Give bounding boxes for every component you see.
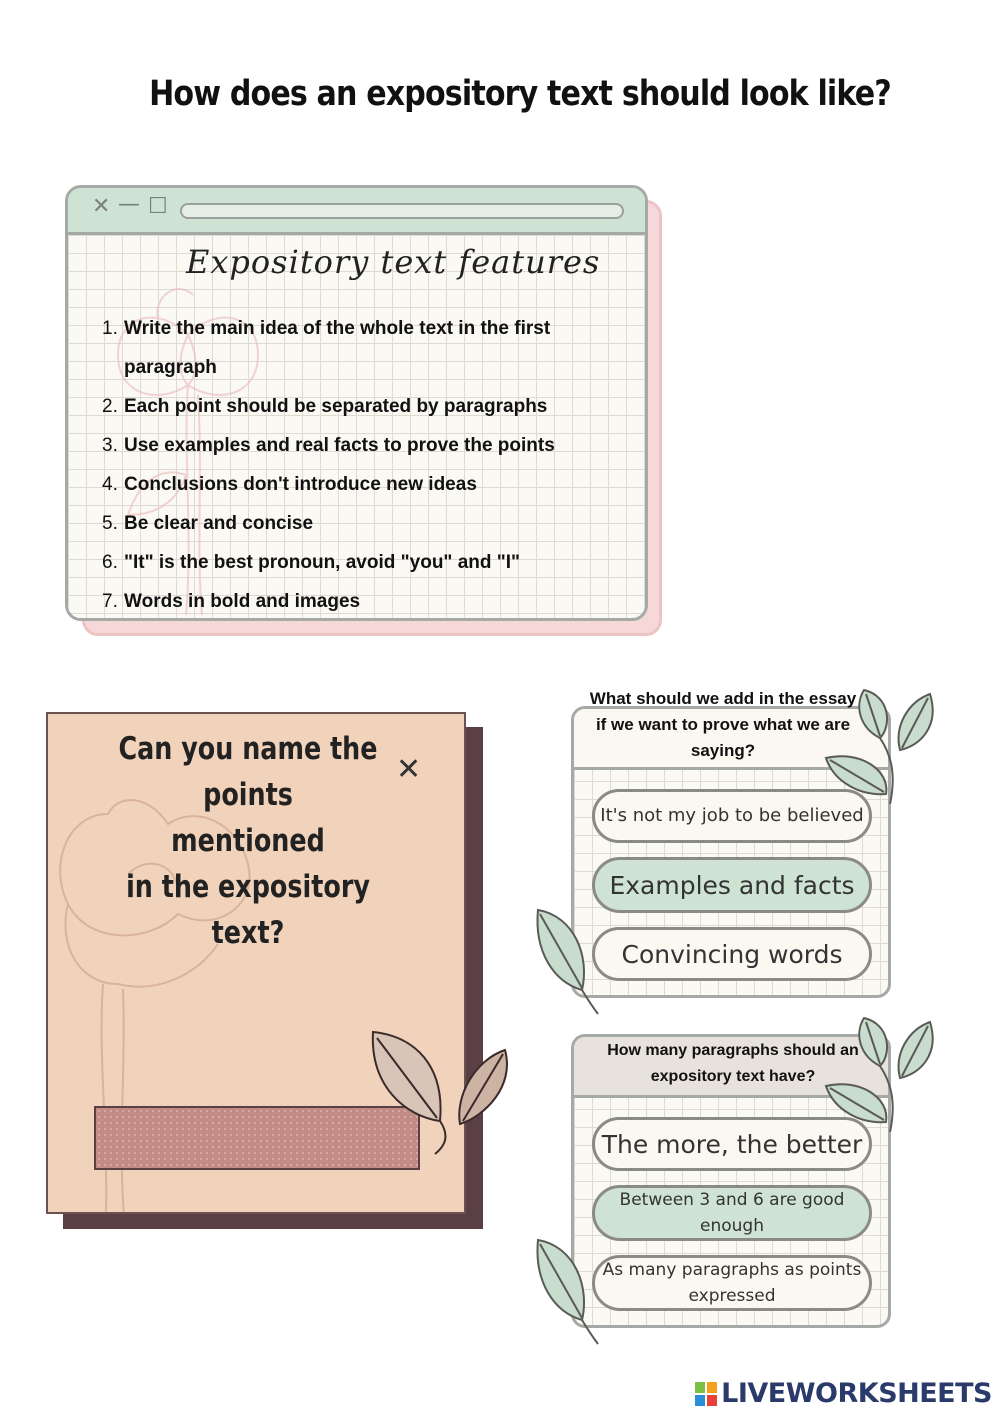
list-item: 7. Words in bold and images — [102, 591, 361, 612]
leaves-decoration — [365, 1026, 515, 1156]
features-list — [102, 309, 622, 621]
quiz2-option-1[interactable]: The more, the better — [592, 1117, 872, 1171]
minimize-icon: — — [118, 192, 140, 217]
list-item: 3. Use examples and real facts to prove the points — [102, 435, 555, 456]
leaves-decoration — [820, 686, 940, 806]
list-item: 5. Be clear and concise — [102, 513, 314, 534]
list-item: 6. "It" is the best pronoun, avoid "you" and "I" — [102, 552, 521, 573]
features-window — [65, 185, 648, 621]
list-item: 1. Write the main idea of the whole text in the first paragraph — [102, 318, 551, 378]
quiz1-option-1[interactable]: It's not my job to be believed — [592, 789, 872, 843]
close-icon: ✕ — [92, 194, 111, 219]
brand-logo — [695, 1378, 992, 1409]
page-title: How does an expository text should look like? — [149, 74, 891, 114]
features-heading: Expository text features — [186, 243, 601, 281]
quiz2-option-3[interactable]: As many paragraphs as points expressed — [592, 1255, 872, 1311]
leaves-decoration — [820, 1014, 940, 1134]
brand-name: LIVEWORKSHEETS — [721, 1378, 992, 1409]
quiz1-option-3[interactable]: Convincing words — [592, 927, 872, 981]
card-question: Can you name the points mentioned in the expository text? — [118, 731, 378, 951]
list-item: 2. Each point should be separated by paragraphs — [102, 396, 548, 417]
maximize-icon: ☐ — [148, 194, 168, 219]
window-titlebar — [68, 188, 645, 235]
quiz1-question-text: What should we add in the essay if we want to prove what we are saying? — [589, 689, 857, 760]
address-bar — [180, 203, 624, 219]
list-item: 4. Conclusions don't introduce new ideas — [102, 474, 477, 495]
quiz2-question-text: How many paragraphs should an expository text have? — [607, 1042, 859, 1085]
leaf-icon — [534, 1236, 604, 1346]
quiz2-option-2[interactable]: Between 3 and 6 are good enough — [592, 1185, 872, 1241]
leaf-icon — [534, 906, 604, 1016]
liveworksheets-logo-icon — [695, 1382, 717, 1406]
close-icon[interactable]: ✕ — [396, 752, 422, 787]
quiz1-option-2[interactable]: Examples and facts — [592, 857, 872, 913]
window-body — [68, 235, 645, 618]
